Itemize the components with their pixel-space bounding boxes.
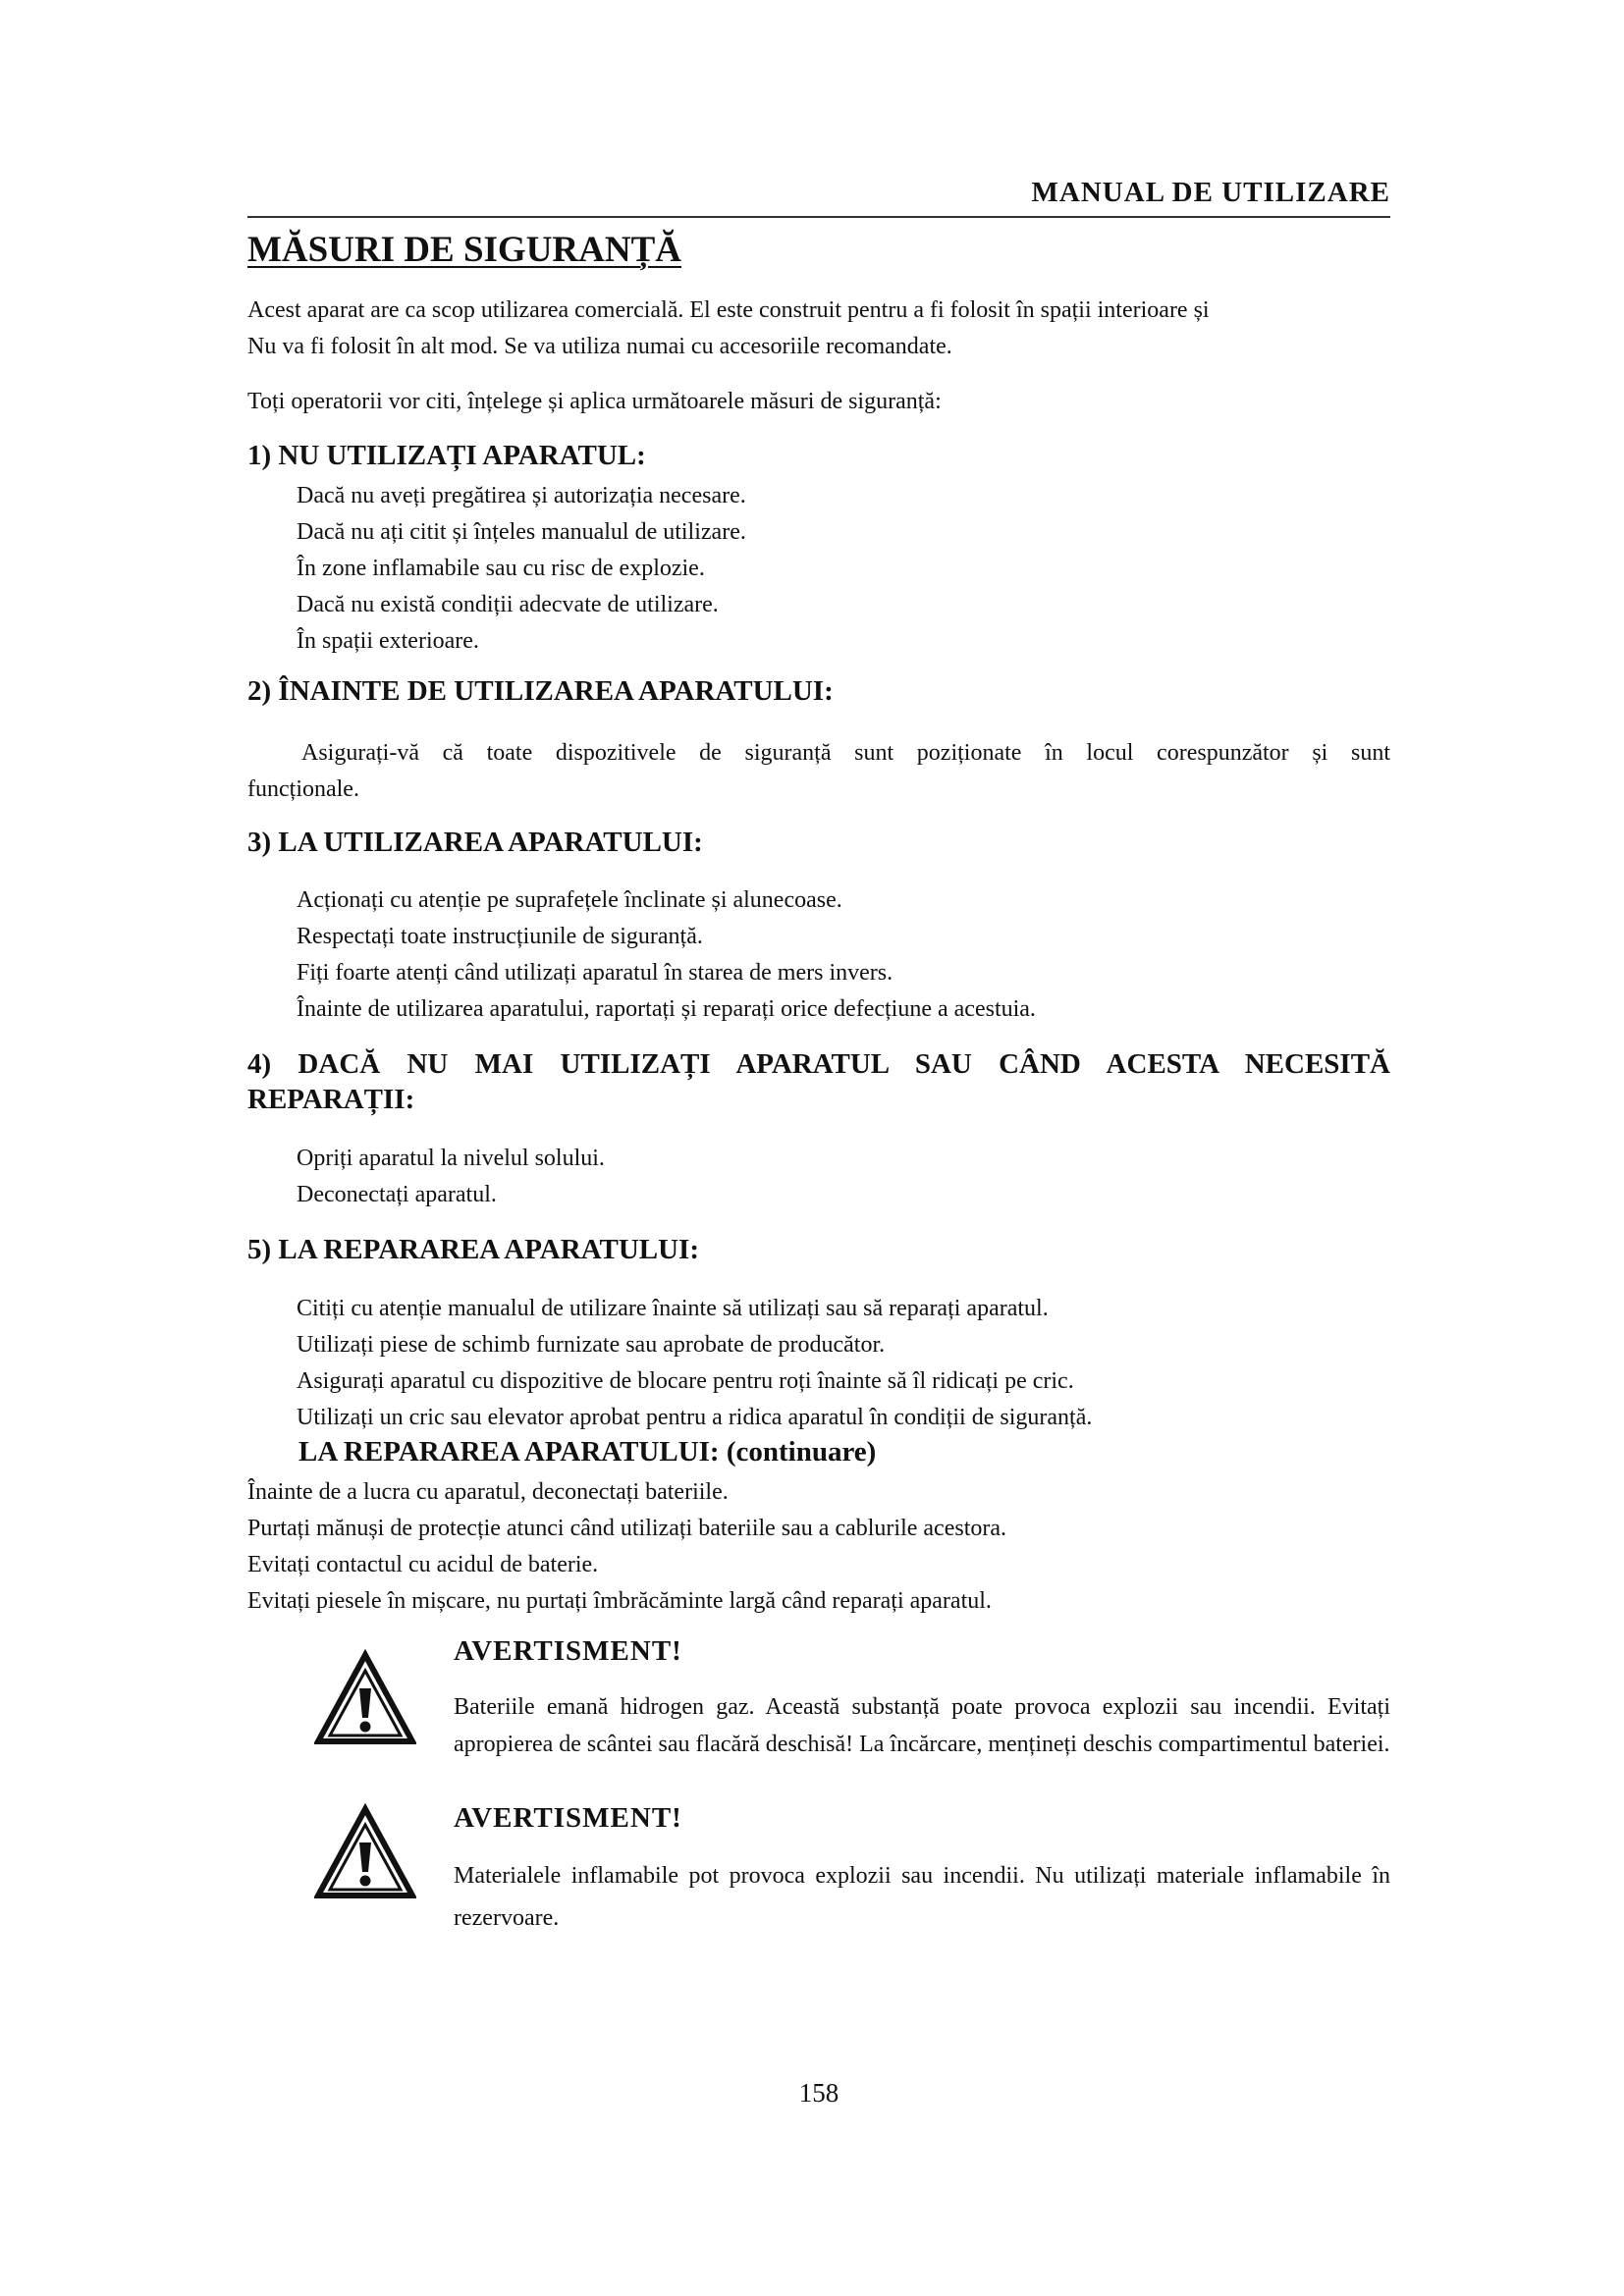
section-2-heading: 2) ÎNAINTE DE UTILIZAREA APARATULUI:: [247, 675, 834, 707]
list-item: Utilizați piese de schimb furnizate sau aprobate de producător.: [297, 1332, 886, 1358]
section-2-line-1: Asigurați-vă că toate dispozitivele de siguranță sunt poziționate în locul corespunzător și sunt: [301, 740, 1390, 766]
list-item: Respectați toate instrucțiunile de siguranță.: [297, 924, 703, 949]
list-item: Înainte de a lucra cu aparatul, deconectați bateriile.: [247, 1479, 729, 1505]
section-4-heading-line-2: REPARAȚII:: [247, 1084, 415, 1115]
warning-triangle-icon: [314, 1803, 416, 1901]
warning-2-heading: AVERTISMENT!: [454, 1802, 682, 1834]
section-1-list: [297, 478, 746, 660]
section-4-heading-line-1: 4) DACĂ NU MAI UTILIZAȚI APARATUL SAU CÂND ACESTA NECESITĂ: [247, 1048, 1390, 1080]
page-title: MĂSURI DE SIGURANȚĂ: [247, 230, 681, 270]
list-item: Acționați cu atenție pe suprafețele înclinate și alunecoase.: [297, 887, 842, 913]
warning-1-heading: AVERTISMENT!: [454, 1635, 682, 1667]
list-item: În spații exterioare.: [297, 628, 479, 654]
warning-1-text: Bateriile emană hidrogen gaz. Această substanță poate provoca explozii sau incendii. Evitați apropierea de scântei sau flacără deschisă! La încărcare, mențineți deschis compartimentul bateriei.: [454, 1694, 1390, 1757]
section-1-heading: 1) NU UTILIZAȚI APARATUL:: [247, 440, 646, 471]
section-5-continued-list: [247, 1474, 1006, 1620]
section-5-list: [297, 1291, 1092, 1436]
running-header: MANUAL DE UTILIZARE: [1031, 177, 1390, 208]
list-item: În zone inflamabile sau cu risc de explozie.: [297, 556, 705, 581]
header-rule: [247, 216, 1390, 218]
section-3-list: [297, 882, 1036, 1028]
list-item: Fiți foarte atenți când utilizați aparatul în starea de mers invers.: [297, 960, 893, 986]
list-item: Opriți aparatul la nivelul solului.: [297, 1146, 605, 1171]
list-item: Deconectați aparatul.: [297, 1182, 497, 1207]
warning-2-text: Materialele inflamabile pot provoca explozii sau incendii. Nu utilizați materiale inflamabile în rezervoare.: [454, 1863, 1390, 1931]
page-number: 158: [798, 2078, 839, 2108]
list-item: Dacă nu aveți pregătirea și autorizația necesare.: [297, 483, 746, 508]
list-item: Citiți cu atenție manualul de utilizare înainte să utilizați sau să reparați aparatul.: [297, 1296, 1049, 1321]
list-item: Dacă nu există condiții adecvate de utilizare.: [297, 592, 719, 617]
list-item: Purtați mănuși de protecție atunci când utilizați bateriile sau a cablurile acestora.: [247, 1516, 1007, 1541]
warning-triangle-icon: [314, 1649, 416, 1747]
list-item: Evitați piesele în mișcare, nu purtați îmbrăcăminte largă când reparați aparatul.: [247, 1588, 992, 1614]
section-2-line-2: funcționale.: [247, 776, 359, 802]
list-item: Dacă nu ați citit și înțeles manualul de utilizare.: [297, 519, 746, 545]
list-item: Înainte de utilizarea aparatului, raportați și reparați orice defecțiune a acestuia.: [297, 996, 1036, 1022]
intro-line-3: Toți operatorii vor citi, înțelege și aplica următoarele măsuri de siguranță:: [247, 389, 942, 414]
intro-line-1: Acest aparat are ca scop utilizarea comercială. El este construit pentru a fi folosit în spații interioare și: [247, 297, 1210, 323]
list-item: Evitați contactul cu acidul de baterie.: [247, 1552, 599, 1577]
section-5-heading: 5) LA REPARAREA APARATULUI:: [247, 1234, 699, 1265]
intro-line-2: Nu va fi folosit în alt mod. Se va utiliza numai cu accesoriile recomandate.: [247, 334, 952, 359]
list-item: Asigurați aparatul cu dispozitive de blocare pentru roți înainte să îl ridicați pe cric.: [297, 1368, 1074, 1394]
list-item: Utilizați un cric sau elevator aprobat pentru a ridica aparatul în condiții de siguranță.: [297, 1405, 1093, 1430]
section-4-list: [297, 1141, 605, 1213]
section-3-heading: 3) LA UTILIZAREA APARATULUI:: [247, 827, 703, 858]
section-5-continued-heading: LA REPARAREA APARATULUI: (continuare): [298, 1436, 877, 1468]
